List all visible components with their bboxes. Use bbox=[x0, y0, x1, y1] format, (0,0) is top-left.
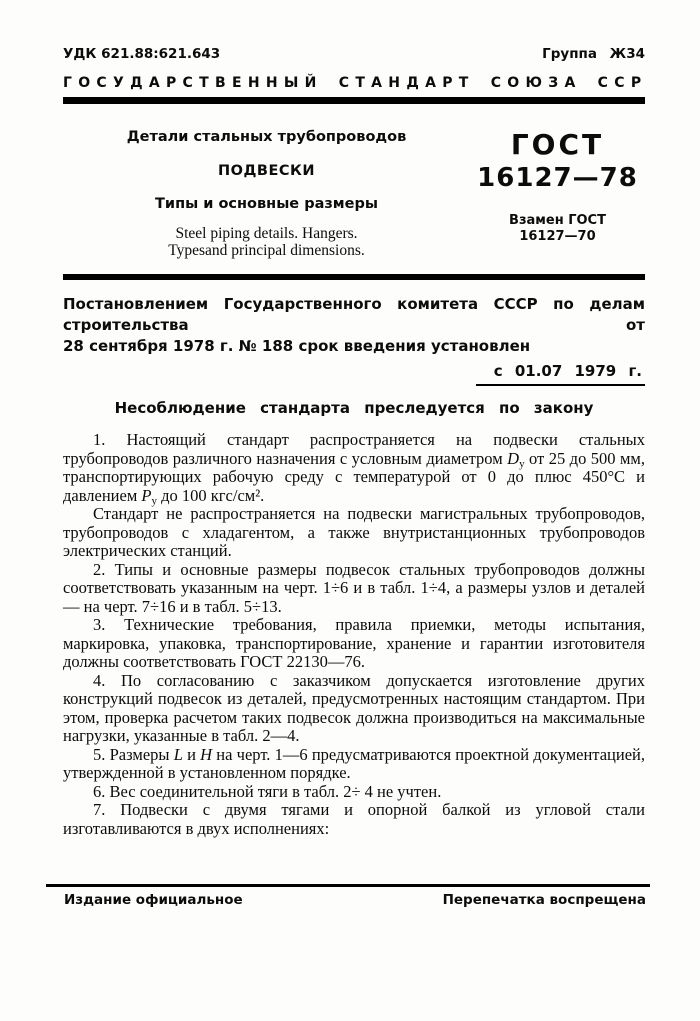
body-paragraph: 6. Вес соединительной тяги в табл. 2÷ 4 не учтен. bbox=[93, 781, 442, 801]
decree-divider-rule bbox=[63, 274, 645, 280]
replaces-note-line2: 16127—70 bbox=[519, 229, 596, 244]
title-left-column bbox=[63, 129, 470, 259]
designation-column bbox=[470, 129, 645, 259]
footer-divider-rule bbox=[46, 884, 650, 887]
gost-designation-label: ГОСТ bbox=[510, 128, 605, 161]
page-footer bbox=[46, 884, 650, 908]
group-code: Группа Ж34 bbox=[542, 46, 645, 62]
gost-designation-number: 16127—78 bbox=[477, 163, 638, 193]
effective-date-value: с 01.07 1979 г. bbox=[476, 361, 645, 386]
replaces-note-line1: Взамен ГОСТ bbox=[509, 213, 606, 228]
english-title-line2: Typesand principal dimensions. bbox=[168, 242, 365, 259]
document-subject: Детали стальных трубопроводов bbox=[126, 129, 407, 145]
udk-number: УДК 621.88:621.643 bbox=[63, 46, 221, 62]
replaces-note bbox=[470, 213, 645, 245]
document-name: ПОДВЕСКИ bbox=[218, 163, 315, 179]
document-subtitle: Типы и основные размеры bbox=[155, 196, 378, 212]
body-paragraph: 5. Размеры L и H на черт. 1—6 предусматриваются проектной документацией, утвержденной в установленном порядке. bbox=[63, 744, 645, 782]
header-divider-rule bbox=[63, 97, 645, 104]
english-title-line1: Steel piping details. Hangers. bbox=[175, 225, 358, 242]
title-block bbox=[63, 129, 645, 259]
classification-row bbox=[63, 46, 645, 62]
english-title bbox=[63, 225, 470, 259]
body-paragraph: 1. Настоящий стандарт распространяется на подвески стальных трубопроводов различного назначения с условным диаметром $D_у$ от 25 до 500 мм, транспортирующих рабочую среду с температурой от 0 до плюс 450°С и давлением $P_у$ до 100 кгс/см². bbox=[63, 430, 645, 507]
decree-block bbox=[63, 294, 645, 419]
body-paragraph: 2. Типы и основные размеры подвесок стальных трубопроводов должны соответствовать указанным на черт. 1÷6 и в табл. 1÷4, а размеры узлов и деталей — на черт. 7÷16 и в табл. 5÷13. bbox=[63, 559, 645, 616]
body-paragraph: 4. По согласованию с заказчиком допускается изготовление других конструкций подвесок из деталей, предусмотренных настоящим стандартом. При этом, проверка расчетом таких подвесок должна производиться на максимальные нагрузки, указанные в табл. 2—4. bbox=[63, 670, 645, 745]
body-paragraph: 3. Технические требования, правила приемки, методы испытания, маркировка, упаковка, транспортирование, хранение и гарантии изготовителя должны соответствовать ГОСТ 22130—76. bbox=[63, 615, 645, 671]
official-edition-label: Издание официальное bbox=[64, 892, 243, 908]
body-paragraph: Стандарт не распространяется на подвески магистральных трубопроводов, трубопроводов с хладагентом, а также внутристанционных трубопроводов электрических станций. bbox=[63, 504, 645, 560]
decree-text-line2: 28 сентября 1978 г. № 188 срок введения установлен bbox=[63, 337, 531, 355]
reprint-prohibited-label: Перепечатка воспрещена bbox=[442, 892, 646, 908]
effective-date bbox=[63, 361, 645, 386]
body-paragraph: 7. Подвески с двумя тягами и опорной балкой из угловой стали изготавливаются в двух исполнениях: bbox=[63, 800, 645, 838]
decree-text-line1: Постановлением Государственного комитета СССР по делам строительства от bbox=[63, 295, 645, 334]
law-notice: Несоблюдение стандарта преследуется по закону bbox=[114, 399, 594, 417]
state-standard-heading: ГОСУДАРСТВЕННЫЙ СТАНДАРТ СОЮЗА ССР bbox=[63, 75, 648, 91]
footer-row bbox=[46, 892, 650, 908]
standard-text bbox=[63, 431, 645, 838]
